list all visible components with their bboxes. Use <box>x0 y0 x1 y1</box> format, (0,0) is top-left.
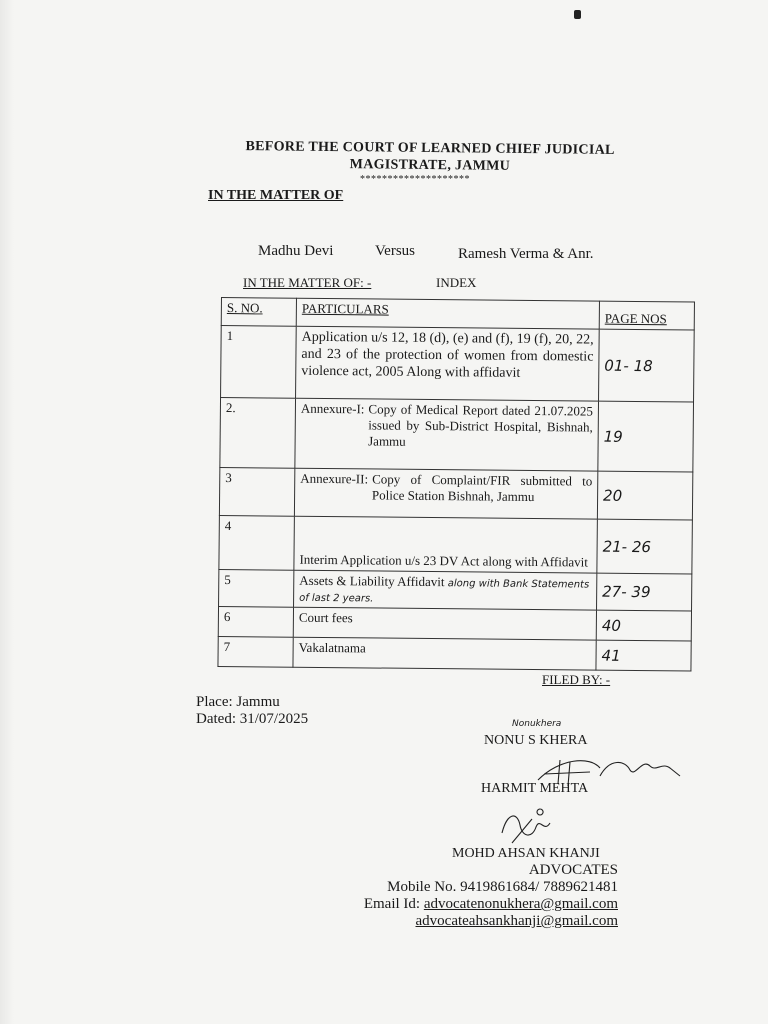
row-particulars: Annexure-II: Copy of Complaint/FIR submitted to Police Station Bishnah, Jammu <box>294 468 597 519</box>
index-table <box>217 297 695 672</box>
row-sno: 7 <box>218 636 293 667</box>
row-sno: 3 <box>219 467 294 516</box>
email-line-2 <box>416 913 619 930</box>
court-heading-line2: MAGISTRATE, JAMMU <box>349 157 511 174</box>
row-sno: 4 <box>219 515 295 570</box>
place-date-block <box>196 694 308 728</box>
dated-text: Dated: 31/07/2025 <box>196 711 309 727</box>
row-pages: 19 <box>598 401 694 472</box>
row-pages: 20 <box>597 471 692 520</box>
advocate-name-3: MOHD AHSAN KHANJI <box>452 846 600 861</box>
row-particulars: Vakalatnama <box>293 637 596 670</box>
row-particulars: Court fees <box>293 607 596 640</box>
signature-ahsan <box>492 803 562 848</box>
advocate-name-2: HARMIT MEHTA <box>481 781 589 796</box>
advocates-title: ADVOCATES <box>528 862 618 878</box>
row-sno: 5 <box>219 569 294 607</box>
row-sno: 2. <box>220 398 296 469</box>
matter-heading: IN THE MATTER OF <box>208 188 344 203</box>
row-sno: 1 <box>221 326 297 399</box>
court-heading-line1: BEFORE THE COURT OF LEARNED CHIEF JUDICIAL <box>245 139 615 158</box>
row-pages: 41 <box>596 640 691 671</box>
row-pages: 40 <box>596 610 691 641</box>
table-row <box>221 326 695 403</box>
handwritten-note: along with Bank Statements of last 2 years. <box>299 578 590 605</box>
court-heading <box>200 138 660 177</box>
scan-mark <box>574 10 581 19</box>
advocate-name-1: NONU S KHERA <box>484 733 588 748</box>
row-particulars: Application u/s 12, 18 (d), (e) and (f), 19 (f), 20, 22, and 23 of the protection of women from domestic violence act, 2005 Along with affidavit <box>296 326 600 401</box>
table-row <box>218 636 691 671</box>
row-particulars: Interim Application u/s 23 DV Act along with Affidavit <box>294 516 598 573</box>
versus-label: Versus <box>375 243 415 259</box>
email-label: Email Id: <box>363 896 421 912</box>
row-particulars: Annexure-I: Copy of Medical Report dated 21.07.2025 issued by Sub-District Hospital, Bishnah, Jammu <box>295 398 599 471</box>
row-particulars: Assets & Liability Affidavit along with Bank Statements of last 2 years. <box>294 570 597 610</box>
filed-by-label: FILED BY: - <box>542 672 611 687</box>
index-label: INDEX <box>436 275 477 290</box>
table-row <box>219 569 692 611</box>
mobile-number: Mobile No. 9419861684/ 7889621481 <box>387 879 618 895</box>
header-pages: PAGE NOS <box>599 301 694 330</box>
row-pages: 27- 39 <box>597 573 692 611</box>
table-row <box>219 515 692 574</box>
row-pages: 01- 18 <box>599 329 695 402</box>
sub-matter-heading: IN THE MATTER OF: - <box>243 275 372 290</box>
place-text: Place: Jammu <box>196 694 280 710</box>
table-row <box>218 606 691 641</box>
header-particulars: PARTICULARS <box>296 298 599 329</box>
row-sno: 6 <box>218 606 293 637</box>
table-row <box>220 398 694 473</box>
email-line <box>364 896 618 913</box>
table-header-row <box>221 298 694 331</box>
email-link-1[interactable]: advocatenonukhera@gmail.com <box>423 896 618 912</box>
respondent-name: Ramesh Verma & Anr. <box>458 246 594 262</box>
stars-divider: ******************** <box>360 174 470 185</box>
petitioner-name: Madhu Devi <box>258 243 334 259</box>
row-pages: 21- 26 <box>597 519 693 574</box>
signature-initials: Nonukhera <box>512 719 562 729</box>
header-sno: S. NO. <box>221 298 296 327</box>
email-link-2[interactable]: advocateahsankhanji@gmail.com <box>415 913 618 929</box>
table-row <box>219 467 692 520</box>
